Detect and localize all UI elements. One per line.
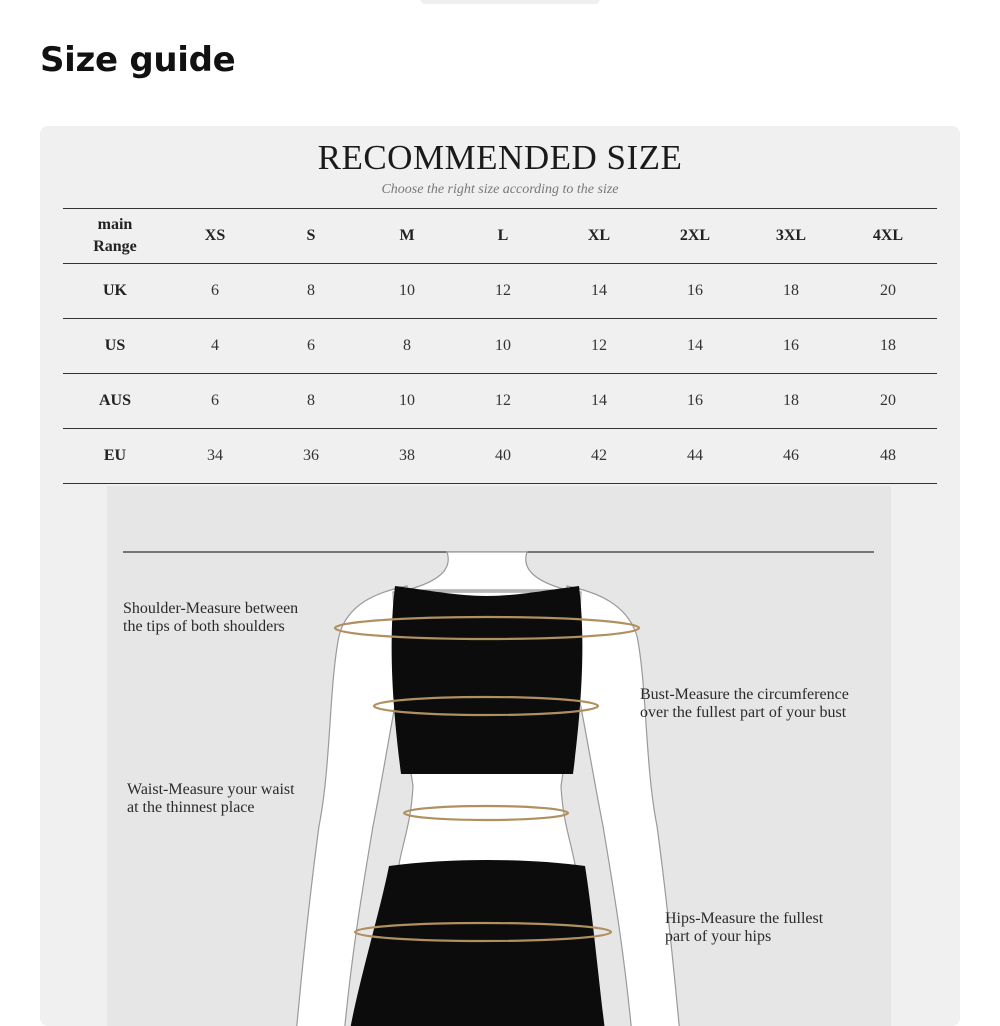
neck bbox=[407, 552, 567, 590]
table-cell: 18 bbox=[839, 319, 937, 374]
measurement-diagram bbox=[107, 486, 891, 1026]
waist-label bbox=[127, 781, 295, 817]
column-header: L bbox=[455, 209, 551, 264]
table-cell: 14 bbox=[647, 319, 743, 374]
shoulder-label-line2: the tips of both shoulders bbox=[123, 618, 285, 635]
table-cell: 4 bbox=[167, 319, 263, 374]
corner-label-bottom: Range bbox=[93, 238, 137, 255]
table-cell: 14 bbox=[551, 264, 647, 319]
table-cell: 20 bbox=[839, 374, 937, 429]
table-cell: 14 bbox=[551, 374, 647, 429]
table-cell: 20 bbox=[839, 264, 937, 319]
bust-label-line1: Bust-Measure the circumference bbox=[640, 686, 849, 703]
table-cell: 6 bbox=[167, 264, 263, 319]
shoulder-label-line1: Shoulder-Measure between bbox=[123, 600, 299, 617]
hips-label bbox=[665, 910, 823, 946]
table-cell: 8 bbox=[359, 319, 455, 374]
row-label: AUS bbox=[63, 374, 167, 429]
table-cell: 16 bbox=[743, 319, 839, 374]
table-cell: 42 bbox=[551, 429, 647, 484]
hips-label-line1: Hips-Measure the fullest bbox=[665, 910, 824, 927]
table-cell: 16 bbox=[647, 374, 743, 429]
table-cell: 34 bbox=[167, 429, 263, 484]
guide-subtitle: Choose the right size according to the size bbox=[381, 182, 619, 197]
bust-label bbox=[640, 686, 849, 722]
guide-title: RECOMMENDED SIZE bbox=[317, 138, 683, 177]
table-header-row bbox=[63, 209, 937, 264]
column-header: M bbox=[359, 209, 455, 264]
table-cell: 36 bbox=[263, 429, 359, 484]
table-cell: 12 bbox=[551, 319, 647, 374]
table-row bbox=[63, 429, 937, 484]
table-cell: 6 bbox=[167, 374, 263, 429]
table-cell: 48 bbox=[839, 429, 937, 484]
table-cell: 16 bbox=[647, 264, 743, 319]
column-header: S bbox=[263, 209, 359, 264]
table-cell: 44 bbox=[647, 429, 743, 484]
table-corner-label bbox=[63, 209, 167, 264]
size-guide-image bbox=[40, 126, 960, 1026]
table-cell: 8 bbox=[263, 264, 359, 319]
column-header: 2XL bbox=[647, 209, 743, 264]
column-header: 4XL bbox=[839, 209, 937, 264]
table-cell: 10 bbox=[359, 264, 455, 319]
table-cell: 8 bbox=[263, 374, 359, 429]
page-title: Size guide bbox=[40, 40, 236, 80]
row-label: UK bbox=[63, 264, 167, 319]
row-label: US bbox=[63, 319, 167, 374]
column-header: XS bbox=[167, 209, 263, 264]
size-table bbox=[63, 208, 937, 484]
corner-label-top: main bbox=[97, 216, 133, 233]
table-cell: 18 bbox=[743, 264, 839, 319]
crop-top bbox=[392, 586, 583, 774]
column-header: 3XL bbox=[743, 209, 839, 264]
table-row bbox=[63, 319, 937, 374]
sheet-drag-handle[interactable] bbox=[420, 0, 600, 4]
table-cell: 12 bbox=[455, 374, 551, 429]
table-cell: 6 bbox=[263, 319, 359, 374]
table-cell: 12 bbox=[455, 264, 551, 319]
bust-label-line2: over the fullest part of your bust bbox=[640, 704, 847, 721]
column-header: XL bbox=[551, 209, 647, 264]
table-cell: 46 bbox=[743, 429, 839, 484]
shorts bbox=[347, 860, 607, 1026]
table-row bbox=[63, 264, 937, 319]
row-label: EU bbox=[63, 429, 167, 484]
table-cell: 10 bbox=[455, 319, 551, 374]
waist-label-line1: Waist-Measure your waist bbox=[127, 781, 295, 798]
table-row bbox=[63, 374, 937, 429]
shoulder-label bbox=[123, 600, 298, 636]
table-cell: 18 bbox=[743, 374, 839, 429]
table-cell: 38 bbox=[359, 429, 455, 484]
table-cell: 40 bbox=[455, 429, 551, 484]
table-cell: 10 bbox=[359, 374, 455, 429]
hips-label-line2: part of your hips bbox=[665, 928, 772, 945]
waist-label-line2: at the thinnest place bbox=[127, 799, 255, 816]
